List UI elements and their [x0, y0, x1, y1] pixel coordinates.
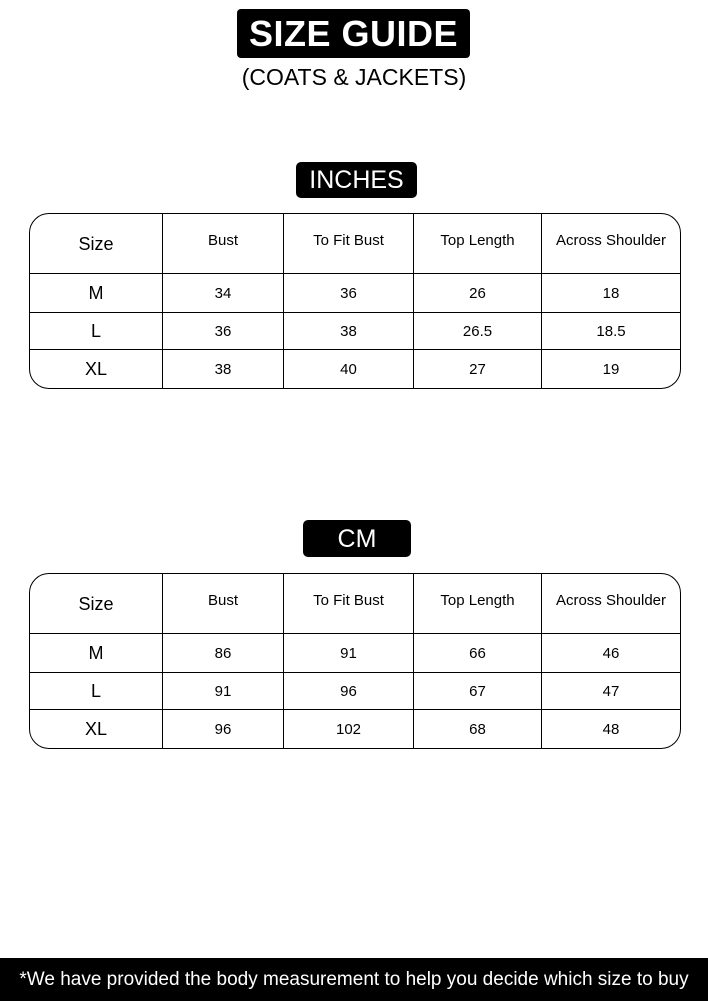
header-cell-bust: Bust: [162, 574, 283, 633]
top-length-cell: 66: [413, 634, 541, 672]
across-shoulder-cell: 19: [541, 350, 680, 388]
top-length-cell: 68: [413, 710, 541, 748]
table-row: [30, 312, 680, 349]
header-cell-across-shoulder: Across Shoulder: [541, 214, 680, 273]
bust-cell: 36: [162, 313, 283, 349]
footer-note: *We have provided the body measurement to help you decide which size to buy: [0, 958, 708, 1001]
table-header-row: [30, 214, 680, 273]
bust-cell: 34: [162, 274, 283, 312]
top-length-cell: 26.5: [413, 313, 541, 349]
to-fit-bust-cell: 96: [283, 673, 413, 709]
across-shoulder-cell: 47: [541, 673, 680, 709]
table-row: [30, 273, 680, 312]
across-shoulder-cell: 46: [541, 634, 680, 672]
bust-cell: 91: [162, 673, 283, 709]
header-cell-top-length: Top Length: [413, 574, 541, 633]
size-cell: XL: [84, 358, 108, 379]
size-cell: L: [90, 680, 101, 701]
cm-size-table: [29, 573, 681, 749]
bust-cell: 96: [162, 710, 283, 748]
header-cell-top-length: Top Length: [413, 214, 541, 273]
to-fit-bust-cell: 40: [283, 350, 413, 388]
table-header-row: [30, 574, 680, 633]
to-fit-bust-cell: 38: [283, 313, 413, 349]
table-row: [30, 672, 680, 709]
to-fit-bust-cell: 91: [283, 634, 413, 672]
page-subtitle: (COATS & JACKETS): [241, 64, 467, 90]
header-cell-size: Size: [78, 234, 114, 254]
size-cell: M: [88, 282, 104, 303]
top-length-cell: 67: [413, 673, 541, 709]
top-length-cell: 26: [413, 274, 541, 312]
page-title: SIZE GUIDE: [237, 9, 470, 58]
bust-cell: 38: [162, 350, 283, 388]
bust-cell: 86: [162, 634, 283, 672]
table-row: [30, 709, 680, 748]
size-cell: L: [90, 320, 101, 341]
header-cell-bust: Bust: [162, 214, 283, 273]
table-row: [30, 349, 680, 388]
across-shoulder-cell: 18: [541, 274, 680, 312]
cm-section-label: CM: [303, 520, 411, 557]
across-shoulder-cell: 18.5: [541, 313, 680, 349]
inches-section-label: INCHES: [296, 162, 417, 198]
to-fit-bust-cell: 102: [283, 710, 413, 748]
header-cell-across-shoulder: Across Shoulder: [541, 574, 680, 633]
to-fit-bust-cell: 36: [283, 274, 413, 312]
header-cell-to-fit-bust: To Fit Bust: [283, 574, 413, 633]
header-cell-to-fit-bust: To Fit Bust: [283, 214, 413, 273]
header-cell-size: Size: [78, 594, 114, 614]
across-shoulder-cell: 48: [541, 710, 680, 748]
size-cell: XL: [84, 718, 108, 739]
inches-size-table: [29, 213, 681, 389]
size-cell: M: [88, 642, 104, 663]
table-row: [30, 633, 680, 672]
top-length-cell: 27: [413, 350, 541, 388]
